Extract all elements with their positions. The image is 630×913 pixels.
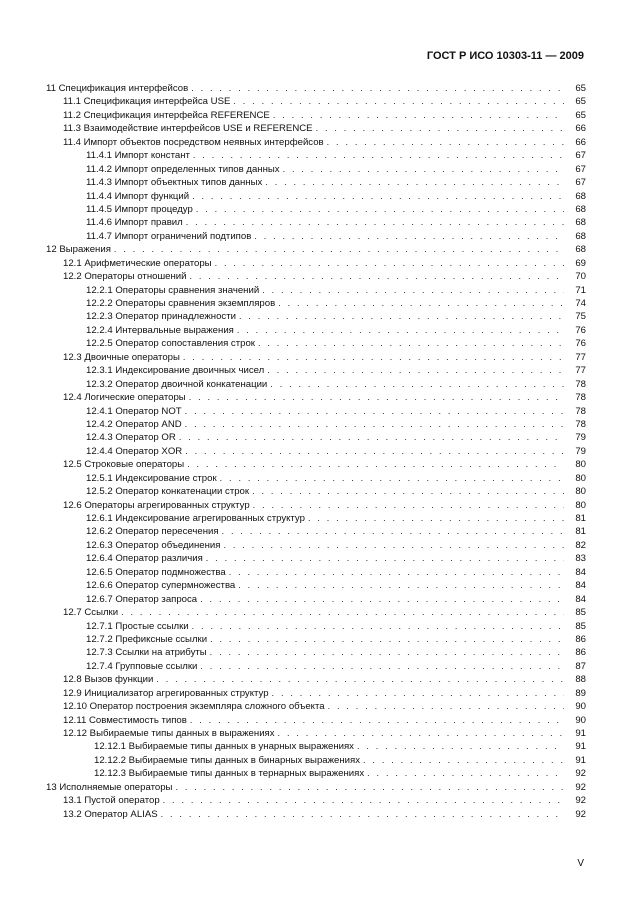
toc-entry-title: 12.6.5 Оператор подмножества [86,566,226,578]
toc-entry[interactable] [46,431,586,444]
toc-entry[interactable] [46,472,586,485]
toc-entry-title: 11.4.5 Импорт процедур [86,203,193,215]
toc-leader-dots [192,620,564,633]
toc-entry-page: 88 [575,674,586,686]
toc-leader-dots [191,82,564,95]
toc-entry-title: 12.12.1 Выбираемые типы данных в унарных выражениях [94,741,354,753]
toc-entry-page: 68 [575,244,586,256]
toc-entry-page: 82 [575,539,586,551]
toc-entry[interactable] [46,297,586,310]
toc-entry-page: 78 [575,378,586,390]
toc-leader-dots [156,673,564,686]
toc-entry-page: 67 [575,177,586,189]
toc-entry[interactable] [46,700,586,713]
toc-leader-dots [262,284,564,297]
toc-entry-page: 68 [575,203,586,215]
toc-entry-title: 12.6.2 Оператор пересечения [86,526,219,538]
toc-leader-dots [161,808,564,821]
toc-entry[interactable] [46,808,586,821]
toc-entry[interactable] [46,378,586,391]
toc-entry-title: 12.3.1 Индексирование двоичных чисел [86,365,265,377]
toc-entry-title: 12.6 Операторы агрегированных структур [63,499,250,511]
toc-leader-dots [238,579,564,592]
toc-entry-page: 81 [575,513,586,524]
toc-entry-page: 80 [575,472,586,484]
toc-entry-title: 12 Выражения [46,244,111,256]
toc-entry-title: 12.1 Арифметические операторы [63,257,212,269]
toc-leader-dots [357,740,564,753]
toc-entry[interactable] [46,539,586,552]
toc-leader-dots [252,485,564,498]
toc-leader-dots [258,337,564,350]
toc-entry[interactable] [46,499,586,512]
toc-entry-title: 12.2.3 Оператор принадлежности [86,311,236,323]
toc-entry[interactable] [46,190,586,203]
toc-leader-dots [200,660,564,673]
toc-leader-dots [224,539,565,552]
toc-leader-dots [237,324,564,337]
toc-entry[interactable] [46,754,586,767]
toc-entry-page: 92 [575,808,586,820]
toc-entry-page: 83 [575,553,586,565]
toc-entry-title: 12.6.4 Оператор различия [86,553,203,565]
toc-entry-title: 12.12.2 Выбираемые типы данных в бинарных выражениях [94,754,361,766]
toc-entry-page: 92 [575,781,586,793]
toc-entry[interactable] [46,257,586,270]
toc-leader-dots [215,257,564,270]
toc-entry[interactable] [46,109,586,122]
toc-entry-page: 65 [575,109,586,121]
toc-entry-title: 12.7.1 Простые ссылки [86,620,189,632]
toc-leader-dots [367,767,564,780]
toc-entry[interactable] [46,593,586,606]
toc-leader-dots [196,203,564,216]
toc-entry[interactable] [46,525,586,538]
toc-entry-title: 12.4.1 Оператор NOT [86,405,182,417]
page-number: V [577,858,584,869]
toc-entry-title: 12.2.1 Операторы сравнения значений [86,284,260,296]
toc-entry-title: 12.6.7 Оператор запроса [86,593,198,605]
toc-entry-page: 91 [575,741,586,753]
toc-entry-title: 13 Исполняемые операторы [46,781,173,793]
document-header: ГОСТ Р ИСО 10303-11 — 2009 [426,50,584,62]
toc-entry-title: 12.10 Оператор построения экземпляра сложного объекта [63,701,325,713]
toc-entry-page: 80 [575,459,586,471]
toc-entry[interactable] [46,216,586,229]
toc-leader-dots [316,122,564,135]
toc-entry[interactable] [46,687,586,700]
toc-entry[interactable] [46,767,586,780]
toc-entry[interactable] [46,458,586,471]
toc-entry-page: 91 [575,728,586,739]
toc-entry-page: 75 [575,311,586,323]
toc-entry-title: 12.7.3 Ссылки на атрибуты [86,647,207,659]
toc-entry[interactable] [46,284,586,297]
toc-leader-dots [189,391,564,404]
toc-entry-title: 12.4 Логические операторы [63,392,186,404]
toc-entry-page: 68 [575,217,586,229]
toc-entry-page: 80 [575,499,586,511]
toc-entry-page: 86 [575,633,586,645]
toc-entry-page: 67 [575,150,586,162]
toc-leader-dots [206,552,564,565]
toc-leader-dots [114,243,564,256]
toc-entry[interactable] [46,391,586,404]
toc-entry-page: 89 [575,687,586,699]
toc-leader-dots [190,714,564,727]
toc-leader-dots [278,727,564,740]
toc-entry[interactable] [46,270,586,283]
toc-entry-title: 12.4.3 Оператор OR [86,432,176,444]
toc-entry-title: 12.12.3 Выбираемые типы данных в тернарных выражениях [94,768,365,780]
toc-leader-dots [179,431,564,444]
toc-entry-page: 65 [575,96,586,108]
toc-entry-page: 79 [575,445,586,457]
toc-leader-dots [222,525,564,538]
toc-leader-dots [200,593,564,606]
toc-entry-page: 77 [575,365,586,377]
toc-entry-page: 80 [575,486,586,498]
toc-entry-title: 12.11 Совместимость типов [63,714,187,726]
toc-entry[interactable] [46,512,586,525]
toc-entry-title: 11.4.1 Импорт констант [86,150,190,162]
toc-leader-dots [328,700,564,713]
toc-leader-dots [163,794,564,807]
toc-entry-title: 11.4.6 Импорт правил [86,217,183,229]
toc-entry[interactable] [46,794,586,807]
toc-entry-title: 12.6.1 Индексирование агрегированных структур [86,513,305,524]
toc-entry[interactable] [46,445,586,458]
toc-entry-title: 12.5.2 Оператор конкатенации строк [86,486,250,498]
toc-entry-title: 12.6.3 Оператор объединения [86,539,221,551]
toc-entry-page: 84 [575,566,586,578]
toc-entry[interactable] [46,337,586,350]
toc-entry[interactable] [46,740,586,753]
toc-leader-dots [192,190,564,203]
toc-leader-dots [186,216,564,229]
toc-entry-page: 87 [575,660,586,672]
toc-entry[interactable] [46,243,586,256]
toc-entry[interactable] [46,203,586,216]
toc-entry-title: 12.9 Инициализатор агрегированных структур [63,687,269,699]
toc-leader-dots [193,149,564,162]
toc-entry-title: 12.4.2 Оператор AND [86,418,182,430]
toc-entry-title: 11.4.2 Импорт определенных типов данных [86,163,280,175]
toc-entry[interactable] [46,552,586,565]
toc-entry[interactable] [46,418,586,431]
toc-entry[interactable] [46,579,586,592]
toc-leader-dots [185,405,564,418]
toc-entry-page: 76 [575,324,586,336]
toc-entry[interactable] [46,606,586,619]
toc-entry[interactable] [46,566,586,579]
toc-leader-dots [187,458,564,471]
toc-entry-page: 90 [575,714,586,726]
toc-entry[interactable] [46,163,586,176]
toc-leader-dots [327,136,564,149]
toc-entry[interactable] [46,82,586,95]
toc-leader-dots [210,633,564,646]
toc-leader-dots [175,781,564,794]
toc-leader-dots [308,512,564,525]
toc-entry[interactable] [46,95,586,108]
toc-entry[interactable] [46,364,586,377]
toc-leader-dots [265,176,564,189]
toc-entry-title: 12.4.4 Оператор XOR [86,445,183,457]
toc-leader-dots [283,163,564,176]
toc-entry-title: 12.8 Вызов функции [63,674,154,686]
toc-entry-title: 11.4 Импорт объектов посредством неявных интерфейсов [63,136,324,148]
toc-entry-page: 68 [575,190,586,202]
toc-entry[interactable] [46,660,586,673]
toc-entry[interactable] [46,136,586,149]
toc-leader-dots [229,566,564,579]
toc-entry-page: 66 [575,123,586,135]
toc-leader-dots [254,230,564,243]
toc-entry-page: 74 [575,298,586,309]
toc-leader-dots [185,445,564,458]
toc-entry-page: 84 [575,593,586,605]
toc-entry-title: 13.2 Оператор ALIAS [63,808,158,820]
toc-entry[interactable] [46,727,586,740]
toc-entry-page: 77 [575,351,586,363]
toc-entry-title: 11.4.4 Импорт функций [86,190,190,202]
toc-entry-title: 12.3.2 Оператор двоичной конкатенации [86,378,268,390]
toc-entry-title: 11.3 Взаимодействие интерфейсов USE и REFERENCE [63,123,313,135]
toc-entry-page: 78 [575,392,586,404]
toc-leader-dots [267,364,564,377]
toc-entry-title: 12.12 Выбираемые типы данных в выражениях [63,728,275,739]
toc-entry-title: 12.5.1 Индексирование строк [86,472,217,484]
toc-entry-page: 92 [575,795,586,807]
toc-entry-page: 85 [575,607,586,619]
toc-entry-page: 92 [575,768,586,780]
toc-entry-title: 12.2.5 Оператор сопоставления строк [86,338,255,350]
toc-entry-page: 67 [575,163,586,175]
toc-entry[interactable] [46,149,586,162]
toc-entry[interactable] [46,781,586,794]
toc-entry-page: 84 [575,580,586,592]
toc-entry[interactable] [46,646,586,659]
toc-entry[interactable] [46,176,586,189]
toc-entry-page: 66 [575,136,586,148]
toc-entry-title: 12.6.6 Оператор супермножества [86,580,236,592]
toc-entry-page: 91 [575,754,586,766]
toc-leader-dots [121,606,564,619]
toc-entry-title: 12.2 Операторы отношений [63,271,187,283]
toc-leader-dots [272,687,564,700]
toc-entry-page: 86 [575,647,586,659]
toc-entry-title: 11.4.7 Импорт ограничений подтипов [86,230,252,242]
toc-entry[interactable] [46,310,586,323]
toc-entry-title: 13.1 Пустой оператор [63,795,160,807]
toc-leader-dots [210,646,564,659]
toc-entry-page: 71 [575,284,586,296]
toc-entry-page: 85 [575,620,586,632]
toc-leader-dots [239,310,564,323]
toc-leader-dots [190,270,564,283]
toc-entry-page: 69 [575,257,586,269]
toc-entry-page: 79 [575,432,586,444]
toc-entry-title: 11 Спецификация интерфейсов [46,83,189,94]
toc-entry-title: 12.5 Строковые операторы [63,459,185,471]
table-of-contents [46,82,586,821]
toc-leader-dots [183,351,564,364]
toc-leader-dots [220,472,564,485]
toc-leader-dots [273,109,564,122]
toc-leader-dots [270,378,564,391]
toc-entry-page: 78 [575,418,586,430]
toc-entry[interactable] [46,620,586,633]
toc-entry[interactable] [46,351,586,364]
toc-entry-page: 76 [575,338,586,350]
toc-entry[interactable] [46,230,586,243]
toc-entry-title: 11.1 Спецификация интерфейса USE [63,96,231,108]
toc-entry[interactable] [46,714,586,727]
toc-leader-dots [253,499,564,512]
toc-entry[interactable] [46,122,586,135]
toc-leader-dots [233,95,564,108]
toc-entry[interactable] [46,673,586,686]
toc-entry-title: 12.7 Ссылки [63,607,119,619]
toc-entry-title: 12.7.2 Префиксные ссылки [86,633,208,645]
toc-entry-page: 78 [575,405,586,417]
toc-entry-page: 70 [575,271,586,283]
toc-entry-title: 12.3 Двоичные операторы [63,351,180,363]
toc-leader-dots [185,418,564,431]
toc-entry[interactable] [46,324,586,337]
toc-entry-page: 68 [575,230,586,242]
toc-entry[interactable] [46,633,586,646]
toc-entry-title: 12.2.4 Интервальные выражения [86,324,234,336]
toc-entry-page: 90 [575,701,586,713]
toc-entry-title: 11.4.3 Импорт объектных типов данных [86,177,263,189]
toc-entry-title: 12.2.2 Операторы сравнения экземпляров [86,298,276,309]
toc-entry[interactable] [46,485,586,498]
toc-entry-title: 11.2 Спецификация интерфейса REFERENCE [63,109,270,121]
toc-entry[interactable] [46,405,586,418]
toc-leader-dots [278,297,564,310]
toc-entry-page: 81 [575,526,586,538]
toc-leader-dots [363,754,564,767]
toc-entry-page: 65 [575,83,586,94]
toc-entry-title: 12.7.4 Групповые ссылки [86,660,198,672]
